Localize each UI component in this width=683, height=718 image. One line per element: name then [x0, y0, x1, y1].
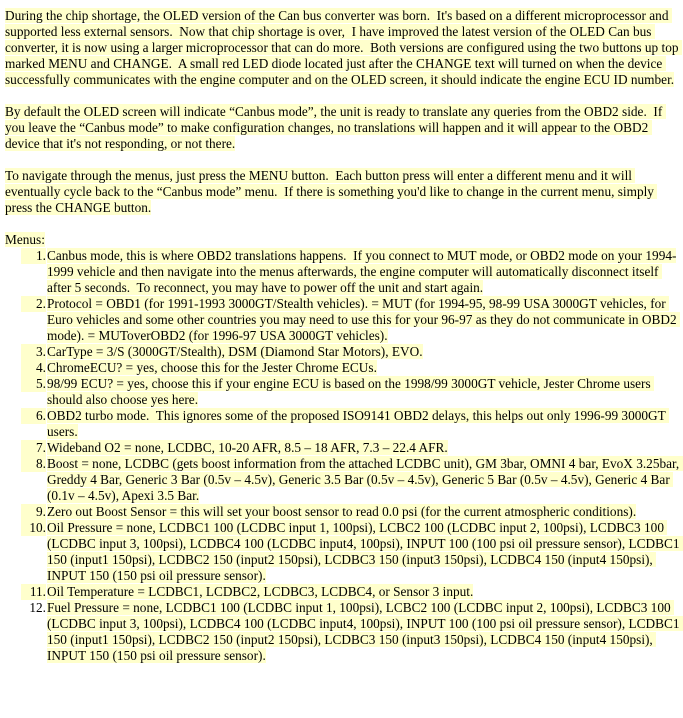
menu-item-text: OBD2 turbo mode. This ignores some of the proposed ISO9141 OBD2 delays, this helps out only 1996-99 3000GT users. [47, 408, 670, 439]
menu-item-text: Wideband O2 = none, LCDBC, 10-20 AFR, 8.5 – 18 AFR, 7.3 – 22.4 AFR. [47, 440, 448, 455]
menu-item [5, 296, 680, 344]
menu-item-text: Oil Temperature = LCDBC1, LCDBC2, LCDBC3, LCDBC4, or Sensor 3 input. [47, 584, 474, 599]
paragraph-text: During the chip shortage, the OLED version of the Can bus converter was born. It's based on a different microprocessor and supported less external sensors. Now that chip shortage is over, I have improved the latest version of the OLED Can bus converter, it is now using a larger microprocessor that can do more. Both versions are configured using the two buttons up top marked MENU and CHANGE. A small red LED diode located just after the CHANGE text will turned on when the device successfully communicates with the engine computer and on the OLED screen, it should indicate the engine ECU ID number. [5, 8, 682, 87]
paragraph [5, 8, 680, 88]
menu-item-text: 98/99 ECU? = yes, choose this if your engine ECU is based on the 1998/99 3000GT vehicle, Jester Chrome users should also choose yes here. [47, 376, 654, 407]
menu-item [5, 248, 680, 296]
menu-item-number: 12. [29, 600, 46, 615]
menu-item [5, 360, 680, 376]
menu-item [5, 344, 680, 360]
menu-item-number: 8. [21, 456, 46, 472]
menu-item [5, 376, 680, 408]
menus-heading-line [5, 232, 680, 248]
menus-heading: Menus: [5, 232, 45, 247]
menu-item-number: 9. [21, 504, 46, 520]
menu-item-text: CarType = 3/S (3000GT/Stealth), DSM (Diamond Star Motors), EVO. [47, 344, 423, 359]
paragraph-text: To navigate through the menus, just press the MENU button. Each button press will enter a different menu and it will eventually cycle back to the “Canbus mode” menu. If there is something you'd like to change in the current menu, simply press the CHANGE button. [5, 168, 658, 215]
menu-item [5, 456, 683, 504]
paragraph [5, 104, 680, 152]
menu-item [5, 520, 683, 584]
menu-item [5, 504, 680, 520]
menus-list [5, 248, 683, 664]
menu-item-text: Zero out Boost Sensor = this will set your boost sensor to read 0.0 psi (for the current atmospheric conditions). [47, 504, 637, 519]
paragraph-text: By default the OLED screen will indicate “Canbus mode”, the unit is ready to translate any queries from the OBD2 side. If you leave the “Canbus mode” to make configuration changes, no translations will happen and it will appear to the OBD2 device that it's not responding, or not there. [5, 104, 666, 151]
menu-item [5, 408, 680, 440]
menu-item-number: 11. [21, 584, 46, 600]
menu-item [5, 600, 683, 664]
menu-item-number: 5. [21, 376, 46, 392]
menu-item-text: Fuel Pressure = none, LCDBC1 100 (LCDBC input 1, 100psi), LCBC2 100 (LCDBC input 2, 100psi), LCDBC3 100 (LCDBC input 3, 100psi), LCDBC4 100 (LCDBC input4, 100psi), INPUT 100 (100 psi oil pressure sensor), LCDBC1 150 (input1 150psi), LCDBC2 150 (input2 150psi), LCDBC3 150 (input3 150psi), LCDBC4 150 (input4 150psi), INPUT 150 (150 psi oil pressure sensor). [47, 600, 683, 663]
menu-item-number: 1. [21, 248, 46, 264]
menu-item-number: 3. [21, 344, 46, 360]
menu-item-number: 6. [21, 408, 46, 424]
menu-item-text: Protocol = OBD1 (for 1991-1993 3000GT/Stealth vehicles). = MUT (for 1994-95, 98-99 USA 3000GT vehicles, for Euro vehicles and some other countries you may need to use this for your 96-97 as they do not communicate in OBD2 mode). = MUToverOBD2 (for 1996-97 USA 3000GT vehicles). [47, 296, 680, 343]
menu-item-number: 4. [21, 360, 46, 376]
menu-item-text: Canbus mode, this is where OBD2 translations happens. If you connect to MUT mode, or OBD2 mode on your 1994-1999 vehicle and then navigate into the menus afterwards, the engine computer will automatically disconnect itself after 5 seconds. To reconnect, you may have to power off the unit and start again. [47, 248, 677, 295]
menu-item-text: ChromeECU? = yes, choose this for the Jester Chrome ECUs. [47, 360, 377, 375]
paragraph [5, 168, 680, 216]
menu-item [5, 584, 680, 600]
menu-item-number: 10. [21, 520, 46, 536]
menu-item-text: Oil Pressure = none, LCDBC1 100 (LCDBC input 1, 100psi), LCBC2 100 (LCDBC input 2, 100psi), LCDBC3 100 (LCDBC input 3, 100psi), LCDBC4 100 (LCDBC input4, 100psi), INPUT 100 (100 psi oil pressure sensor), LCDBC1 150 (input1 150psi), LCDBC2 150 (input2 150psi), LCDBC3 150 (input3 150psi), LCDBC4 150 (input4 150psi), INPUT 150 (150 psi oil pressure sensor). [47, 520, 683, 583]
menu-item [5, 440, 680, 456]
intro-paragraphs [5, 8, 680, 216]
menu-item-number: 2. [21, 296, 46, 312]
menu-item-number: 7. [21, 440, 46, 456]
menu-item-text: Boost = none, LCDBC (gets boost information from the attached LCDBC unit), GM 3bar, OMNI 4 bar, EvoX 3.25bar, Greddy 4 Bar, Generic 3 Bar (0.5v – 4.5v), Generic 3.5 Bar (0.5v – 4.5v), Generic 5 Bar (0.5v – 4.5v), Generic 4 Bar (0.1v – 4.5v), Apexi 3.5 Bar. [47, 456, 683, 503]
